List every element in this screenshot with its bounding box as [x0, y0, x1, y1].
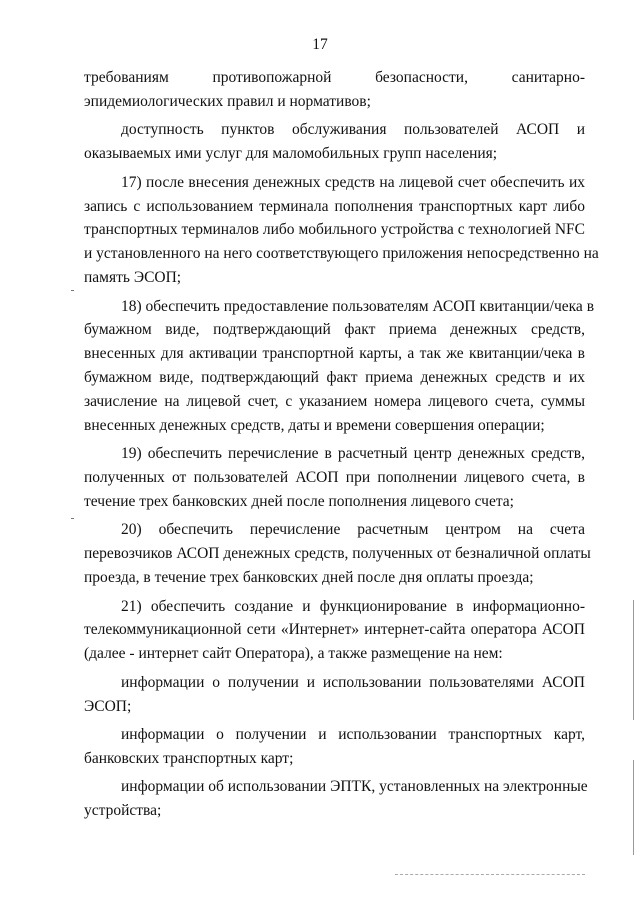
scan-edge-line: [633, 760, 634, 855]
text-line: требованиям противопожарной безопасности, санитарно-: [84, 69, 585, 86]
text-line: 21) обеспечить создание и функционирование в информационно-: [121, 597, 585, 615]
paragraph: [84, 775, 588, 823]
text-line: доступность пунктов обслуживания пользователей АСОП и: [121, 121, 585, 139]
text-line: перевозчиков АСОП денежных средств, полученных от безналичной оплаты: [84, 545, 591, 563]
text-line: бумажном виде, подтверждающий факт приема денежных средств,: [84, 321, 585, 339]
text-line: ЭСОП;: [84, 697, 132, 715]
text-line: 18) обеспечить предоставление пользователям АСОП квитанции/чека в: [121, 297, 595, 315]
paragraph: [84, 295, 595, 438]
text-line: 20) обеспечить перечисление расчетным центром на счета: [121, 521, 585, 539]
scan-margin-mark: [71, 290, 74, 291]
text-line: транспортных терминалов либо мобильного устройства с технологией NFC: [84, 221, 585, 239]
paragraph: [84, 118, 585, 166]
text-line: оказываемых ими услуг для маломобильных групп населения;: [84, 145, 498, 163]
text-line: внесенных для активации транспортной карты, а так же квитанции/чека в: [84, 345, 585, 363]
text-line: зачисление на лицевой счет, с указанием номера лицевого счета, суммы: [84, 392, 585, 410]
scan-margin-mark: [71, 518, 74, 519]
paragraph: [84, 171, 599, 290]
text-line: телекоммуникационной сети «Интернет» интернет-сайта оператора АСОП: [84, 621, 585, 639]
text-line: память ЭСОП;: [84, 268, 182, 286]
scan-footer-line: [395, 874, 585, 876]
paragraph: [84, 671, 585, 719]
text-line: банковских транспортных карт;: [84, 749, 294, 767]
text-line: 17) после внесения денежных средств на лицевой счет обеспечить их: [121, 173, 585, 191]
paragraph: [84, 723, 585, 771]
document-body: [84, 66, 599, 823]
text-line: (далее - интернет сайт Оператора), а также размещение на нем:: [84, 645, 503, 663]
text-line: информации о получении и использовании транспортных карт,: [121, 726, 585, 744]
text-line: информации об использовании ЭПТК, установленных на электронные: [121, 778, 588, 796]
text-line: проезда, в течение трех банковских дней после дня оплаты проезда;: [84, 568, 534, 586]
page-number: 17: [312, 36, 328, 53]
paragraph: [84, 595, 585, 666]
text-line: бумажном виде, подтверждающий факт приема денежных средств и их: [84, 368, 585, 386]
text-line: полученных от пользователей АСОП при пополнении лицевого счета, в: [84, 468, 585, 486]
text-line: информации о получении и использовании пользователями АСОП: [121, 673, 585, 691]
paragraph: [84, 66, 585, 114]
text-line: внесенных денежных средств, даты и времени совершения операции;: [84, 416, 545, 434]
text-line: устройства;: [84, 802, 162, 820]
text-line: течение трех банковских дней после пополнения лицевого счета;: [84, 492, 514, 510]
scan-edge-line: [633, 600, 634, 720]
text-line: 19) обеспечить перечисление в расчетный центр денежных средств,: [121, 445, 585, 463]
paragraph: [84, 518, 591, 589]
text-line: эпидемиологических правил и нормативов;: [84, 92, 371, 110]
paragraph: [84, 442, 585, 513]
text-line: запись с использованием терминала пополнения транспортных карт либо: [84, 197, 585, 215]
text-line: и установленного на него соответствующего приложения непосредственно на: [84, 245, 599, 263]
